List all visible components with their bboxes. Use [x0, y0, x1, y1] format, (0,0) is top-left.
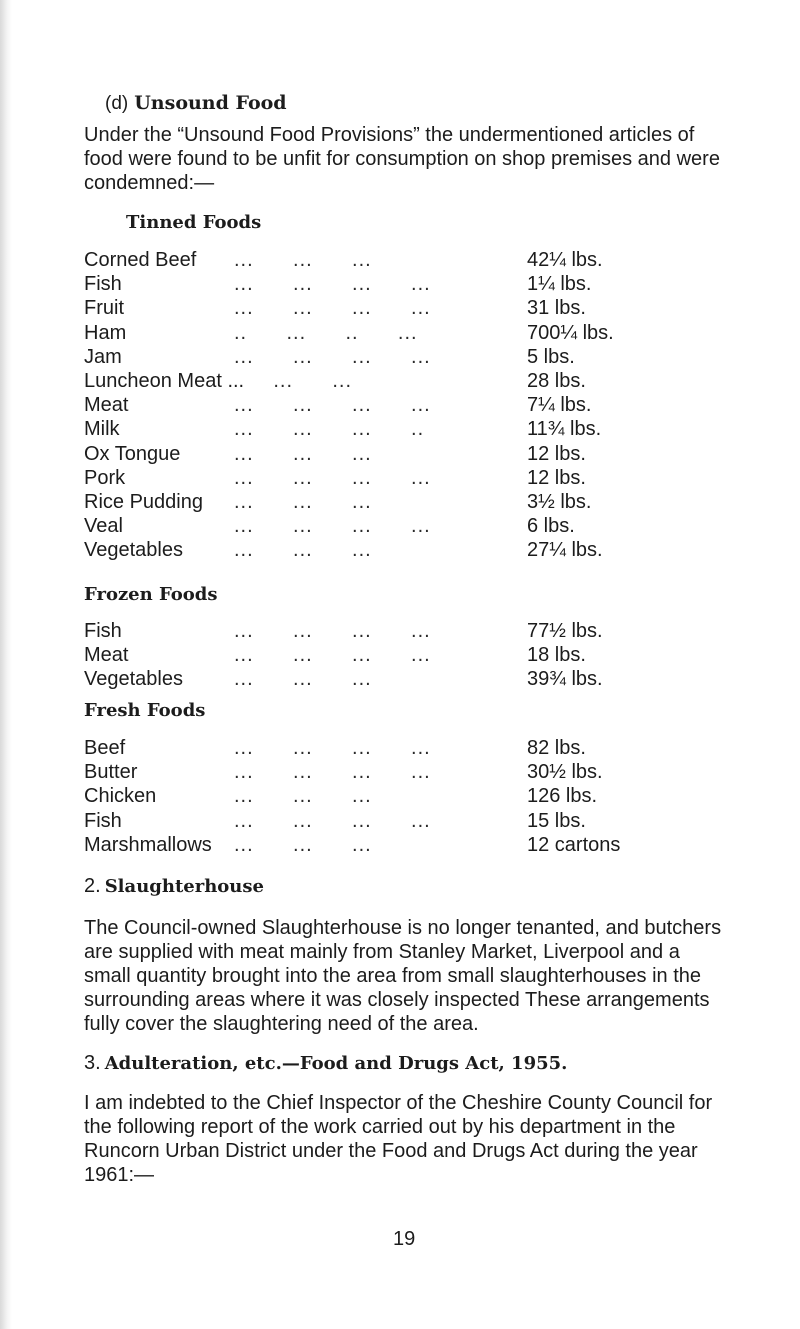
dot-leader: ... ... ... ... [234, 273, 431, 296]
tinned-food-row [84, 370, 644, 394]
section-3-title: Adulteration, etc.—Food and Drugs Act, 1955. [104, 1053, 568, 1074]
dot-leader: ... ... ... ... [234, 620, 431, 642]
food-quantity: 12 lbs. [527, 466, 586, 489]
food-name: Vegetables [84, 539, 183, 562]
dot-leader: ... ... ... [234, 833, 372, 856]
dot-leader: ... ... ... ... [234, 644, 431, 667]
tinned-foods-title: Tinned Foods [126, 212, 262, 233]
food-quantity: 31 lbs. [527, 297, 586, 320]
food-name: Butter [84, 761, 138, 784]
frozen-food-row [84, 620, 644, 644]
section-d-number: (d) [105, 93, 129, 114]
food-quantity: 18 lbs. [527, 644, 586, 667]
tinned-food-row [84, 249, 644, 273]
section-3-heading [84, 1052, 567, 1075]
food-name: Fish [84, 273, 122, 296]
food-quantity: 7¼ lbs. [527, 394, 592, 417]
dot-leader: ... ... ... .. [234, 418, 425, 441]
food-quantity: 12 lbs. [527, 442, 586, 465]
food-name: Veal [84, 515, 123, 538]
section-2-title: Slaughterhouse [104, 876, 264, 897]
food-name: Milk [84, 418, 120, 441]
dot-leader: ... ... ... [234, 668, 372, 691]
tinned-food-row [84, 322, 644, 346]
section-2-paragraph: The Council-owned Slaughterhouse is no longer tenanted, and butchers are supplied with meat mainly from Stanley Market, Liverpool and a small quantity brought into the area from small slaughterhouses in the surrounding areas where it was closely inspected These arrangements fully cover the slaughtering need of the area. [84, 917, 722, 1035]
fresh-food-row [84, 785, 644, 809]
food-name: Marshmallows [84, 833, 212, 856]
dot-leader: ... ... ... ... [234, 297, 431, 320]
page-number: 19 [393, 1228, 416, 1250]
fresh-food-row [84, 761, 644, 785]
tinned-foods-table [84, 249, 644, 563]
food-quantity: 27¼ lbs. [527, 539, 603, 562]
food-name: Rice Pudding [84, 490, 203, 513]
food-name: Jam [84, 345, 122, 368]
food-name: Corned Beef [84, 249, 197, 271]
food-quantity: 6 lbs. [527, 515, 575, 538]
food-name: Ox Tongue [84, 442, 181, 465]
section-d-heading [105, 92, 287, 115]
tinned-food-row [84, 394, 644, 418]
intro-paragraph: Under the “Unsound Food Provisions” the undermentioned articles of food were found to be unfit for consumption on shop premises and were condemned:— [84, 124, 720, 194]
food-quantity: 39¾ lbs. [527, 668, 603, 691]
dot-leader: ... ... ... [234, 249, 372, 271]
food-name: Fish [84, 620, 122, 642]
food-quantity: 12 cartons [527, 833, 621, 856]
fresh-food-row [84, 737, 644, 761]
dot-leader: ... ... ... ... [234, 737, 431, 759]
tinned-food-row [84, 418, 644, 442]
food-name: Meat [84, 394, 129, 417]
frozen-foods-table [84, 620, 644, 693]
tinned-food-row [84, 467, 644, 491]
dot-leader: ... ... ... [234, 490, 372, 513]
tinned-food-row [84, 491, 644, 515]
food-name: Fish [84, 809, 122, 832]
section-d-title: Unsound Food [134, 92, 287, 114]
tinned-food-row [84, 539, 644, 563]
tinned-food-row [84, 297, 644, 321]
section-2-heading [84, 875, 264, 898]
dot-leader: ... ... ... ... [234, 394, 431, 417]
food-quantity: 42¼ lbs. [527, 249, 603, 271]
food-name: Meat [84, 644, 129, 667]
dot-leader: ... ... ... ... [234, 345, 431, 368]
fresh-food-row [84, 810, 644, 834]
frozen-foods-title: Frozen Foods [84, 584, 218, 605]
tinned-food-row [84, 273, 644, 297]
dot-leader: ... ... ... [234, 785, 372, 808]
food-quantity: 1¼ lbs. [527, 273, 592, 296]
food-name: Luncheon Meat ... [84, 369, 245, 392]
food-quantity: 28 lbs. [527, 369, 586, 392]
section-3-paragraph: I am indebted to the Chief Inspector of the Cheshire County Council for the following report of the work carried out by his department in the Runcorn Urban District under the Food and Drugs Act during the year 1961:— [84, 1092, 713, 1186]
food-name: Fruit [84, 297, 124, 320]
dot-leader: ... ... ... [234, 442, 372, 465]
dot-leader: ... ... ... ... [234, 515, 431, 538]
fresh-food-row [84, 834, 644, 858]
dot-leader: ... ... [234, 369, 353, 392]
food-name: Chicken [84, 785, 157, 808]
fresh-foods-table [84, 737, 644, 858]
food-quantity: 82 lbs. [527, 737, 586, 759]
food-quantity: 11¾ lbs. [527, 418, 602, 441]
dot-leader: ... ... ... ... [234, 761, 431, 784]
frozen-food-row [84, 644, 644, 668]
dot-leader: .. ... .. ... [234, 321, 418, 344]
food-quantity: 3½ lbs. [527, 490, 592, 513]
food-name: Vegetables [84, 668, 183, 691]
dot-leader: ... ... ... ... [234, 809, 431, 832]
tinned-food-row [84, 515, 644, 539]
food-name: Pork [84, 466, 126, 489]
food-quantity: 126 lbs. [527, 785, 598, 808]
section-3-number: 3. [84, 1052, 101, 1074]
frozen-food-row [84, 668, 644, 692]
section-2-number: 2. [84, 875, 101, 897]
food-quantity: 15 lbs. [527, 809, 586, 832]
food-name: Ham [84, 321, 127, 344]
tinned-food-row [84, 443, 644, 467]
food-quantity: 700¼ lbs. [527, 321, 614, 344]
dot-leader: ... ... ... [234, 539, 372, 562]
dot-leader: ... ... ... ... [234, 466, 431, 489]
fresh-foods-title: Fresh Foods [84, 700, 206, 721]
food-quantity: 77½ lbs. [527, 620, 603, 642]
food-quantity: 5 lbs. [527, 345, 575, 368]
food-quantity: 30½ lbs. [527, 761, 603, 784]
food-name: Beef [84, 737, 126, 759]
tinned-food-row [84, 346, 644, 370]
